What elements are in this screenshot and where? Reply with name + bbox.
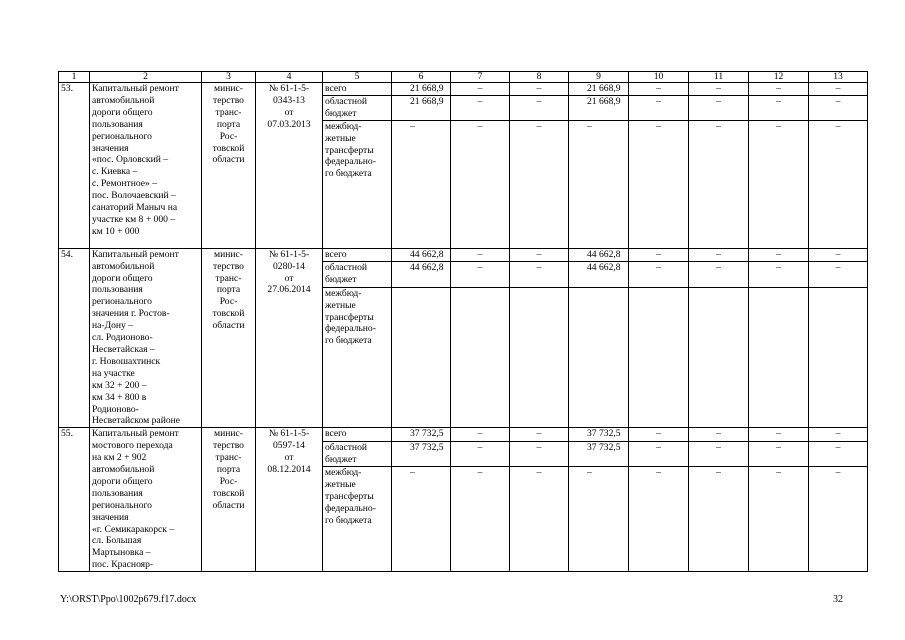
- value-cell-c8: [510, 287, 569, 428]
- object-name: Капитальный ремонт автомобильной дороги общего пользования регионального значения г. Ростов- на-Дону – сл. Родионово- Несветайская – г. Новошахтинск на участке км 32 + 200 – км 34 + 800 в Родионово- Несветайском районе: [90, 248, 202, 428]
- value-cell-c12: –: [749, 120, 809, 248]
- value-cell-c6: 21 668,9: [392, 95, 451, 120]
- header-cell: 9: [569, 72, 629, 83]
- value-cell-c12: –: [749, 262, 809, 288]
- value-cell-c9: 37 732,5: [569, 441, 629, 467]
- value-cell-c6: 37 732,5: [392, 441, 451, 467]
- value-cell-c7: –: [451, 120, 510, 248]
- object-name: Капитальный ремонт автомобильной дороги общего пользования регионального значения «пос. Орловский – с. Киевка – с. Ремонтное» – пос. Волочаевский – санаторий Маныч на участке км 8 + 000 – км 10 + 000: [90, 83, 202, 249]
- value-cell-c13: –: [809, 95, 868, 120]
- funding-source: областной бюджет: [323, 95, 392, 120]
- value-cell-c8: –: [510, 95, 569, 120]
- header-cell: 8: [510, 72, 569, 83]
- value-cell-c10: –: [629, 428, 689, 441]
- value-cell-c6: –: [392, 467, 451, 572]
- funding-source: межбюд- жетные трансферты федерально- го бюджета: [323, 287, 392, 428]
- header-cell: 12: [749, 72, 809, 83]
- value-cell-c9: 21 668,9: [569, 95, 629, 120]
- value-cell-c13: –: [809, 262, 868, 288]
- value-cell-c9: 44 662,8: [569, 248, 629, 261]
- value-cell-c8: –: [510, 428, 569, 441]
- value-cell-c7: –: [451, 441, 510, 467]
- value-cell-c7: –: [451, 95, 510, 120]
- header-cell: 7: [451, 72, 510, 83]
- funding-source: межбюд- жетные трансферты федерально- го бюджета: [323, 467, 392, 572]
- value-cell-c7: [451, 287, 510, 428]
- value-cell-c13: –: [809, 83, 868, 96]
- value-cell-c8: –: [510, 120, 569, 248]
- header-cell: 10: [629, 72, 689, 83]
- funding-source: всего: [323, 248, 392, 261]
- value-cell-c11: –: [689, 95, 749, 120]
- value-cell-c7: –: [451, 83, 510, 96]
- funding-source: областной бюджет: [323, 441, 392, 467]
- value-cell-c6: –: [392, 120, 451, 248]
- header-cell: 1: [59, 72, 90, 83]
- funding-source: всего: [323, 428, 392, 441]
- value-cell-c11: –: [689, 120, 749, 248]
- value-cell-c9: [569, 287, 629, 428]
- value-cell-c10: –: [629, 262, 689, 288]
- value-cell-c6: 44 662,8: [392, 262, 451, 288]
- value-cell-c9: –: [569, 120, 629, 248]
- responsible-body: минис- терство транс- порта Рос- товской области: [202, 428, 256, 572]
- value-cell-c7: –: [451, 428, 510, 441]
- row-number: 53.: [59, 83, 90, 249]
- program-table: [58, 71, 868, 572]
- value-cell-c13: [809, 287, 868, 428]
- value-cell-c9: 44 662,8: [569, 262, 629, 288]
- value-cell-c12: –: [749, 441, 809, 467]
- responsible-body: минис- терство транс- порта Рос- товской области: [202, 248, 256, 428]
- value-cell-c10: –: [629, 120, 689, 248]
- value-cell-c10: –: [629, 83, 689, 96]
- value-cell-c8: –: [510, 83, 569, 96]
- value-cell-c10: –: [629, 441, 689, 467]
- value-cell-c6: 37 732,5: [392, 428, 451, 441]
- document-reference: № 61-1-5- 0343-13 от 07.03.2013: [256, 83, 323, 249]
- header-cell: 3: [202, 72, 256, 83]
- value-cell-c13: –: [809, 467, 868, 572]
- value-cell-c11: –: [689, 248, 749, 261]
- table-row: [59, 248, 868, 261]
- value-cell-c9: 37 732,5: [569, 428, 629, 441]
- value-cell-c8: –: [510, 248, 569, 261]
- header-cell: 13: [809, 72, 868, 83]
- funding-source: всего: [323, 83, 392, 96]
- value-cell-c11: [689, 287, 749, 428]
- value-cell-c12: –: [749, 467, 809, 572]
- value-cell-c12: [749, 287, 809, 428]
- value-cell-c11: –: [689, 467, 749, 572]
- value-cell-c11: –: [689, 428, 749, 441]
- value-cell-c11: –: [689, 83, 749, 96]
- value-cell-c9: 21 668,9: [569, 83, 629, 96]
- value-cell-c6: 21 668,9: [392, 83, 451, 96]
- header-cell: 11: [689, 72, 749, 83]
- value-cell-c11: –: [689, 441, 749, 467]
- header-row: [59, 72, 868, 83]
- value-cell-c12: –: [749, 83, 809, 96]
- footer-file-path: Y:\ORST\Ppo\1002p679.f17.docx: [60, 594, 197, 605]
- row-number: 54.: [59, 248, 90, 428]
- header-cell: 5: [323, 72, 392, 83]
- value-cell-c10: [629, 287, 689, 428]
- value-cell-c13: –: [809, 428, 868, 441]
- value-cell-c11: –: [689, 262, 749, 288]
- value-cell-c7: –: [451, 467, 510, 572]
- value-cell-c6: 44 662,8: [392, 248, 451, 261]
- document-reference: № 61-1-5- 0280-14 от 27.06.2014: [256, 248, 323, 428]
- value-cell-c7: –: [451, 262, 510, 288]
- value-cell-c8: –: [510, 441, 569, 467]
- value-cell-c10: –: [629, 467, 689, 572]
- object-name: Капитальный ремонт мостового перехода на км 2 + 902 автомобильной дороги общего пользования регионального значения «г. Семикаракорск – сл. Большая Мартыновка – пос. Краснояр-: [90, 428, 202, 572]
- value-cell-c8: –: [510, 262, 569, 288]
- table-row: [59, 83, 868, 96]
- value-cell-c12: –: [749, 248, 809, 261]
- value-cell-c10: –: [629, 248, 689, 261]
- header-cell: 2: [90, 72, 202, 83]
- header-cell: 4: [256, 72, 323, 83]
- document-reference: № 61-1-5- 0597-14 от 08.12.2014: [256, 428, 323, 572]
- value-cell-c13: –: [809, 441, 868, 467]
- funding-source: межбюд- жетные трансферты федерально- го бюджета: [323, 120, 392, 248]
- value-cell-c6: [392, 287, 451, 428]
- value-cell-c12: –: [749, 428, 809, 441]
- value-cell-c8: –: [510, 467, 569, 572]
- value-cell-c9: –: [569, 467, 629, 572]
- table-row: [59, 428, 868, 441]
- value-cell-c13: –: [809, 120, 868, 248]
- value-cell-c7: –: [451, 248, 510, 261]
- page-number: 32: [833, 594, 843, 605]
- value-cell-c13: –: [809, 248, 868, 261]
- header-cell: 6: [392, 72, 451, 83]
- value-cell-c12: –: [749, 95, 809, 120]
- responsible-body: минис- терство транс- порта Рос- товской области: [202, 83, 256, 249]
- row-number: 55.: [59, 428, 90, 572]
- funding-source: областной бюджет: [323, 262, 392, 288]
- value-cell-c10: –: [629, 95, 689, 120]
